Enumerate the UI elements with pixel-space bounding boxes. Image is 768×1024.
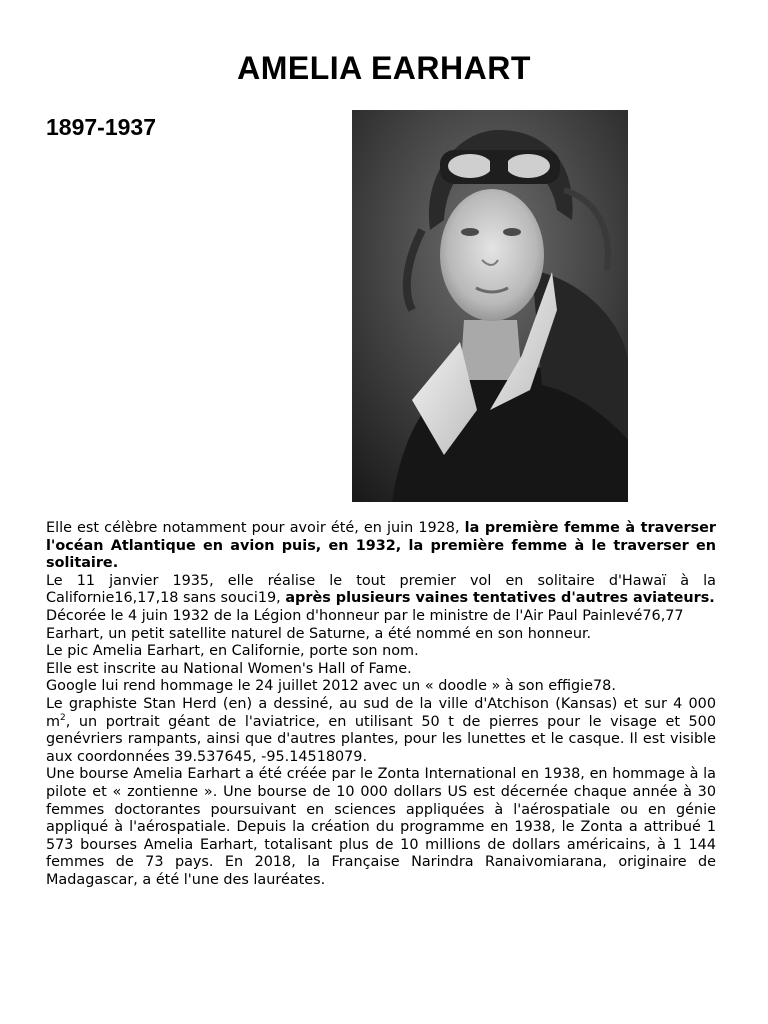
page-title: AMELIA EARHART — [237, 50, 531, 86]
paragraph-hall-of-fame: Elle est inscrite au National Women's Hall of Fame. — [46, 660, 412, 677]
paragraph-peak: Le pic Amelia Earhart, en Californie, porte son nom. — [46, 643, 419, 660]
paragraph-stan-herd: Le graphiste Stan Herd (en) a dessiné, au sud de la ville d'Atchison (Kansas) et sur 4 000 $m^2$, un portrait géant de l'aviatrice, en utilisant 50 t de pierres pour le visage et 500 genévriers rampants, ainsi que d'autres plantes, pour les lunettes et le casque. Il est visible aux coordonnées 39.537645, -95.14518079. — [46, 695, 716, 765]
life-years: 1897-1937 — [46, 114, 156, 140]
paragraph-hawaii: Le 11 janvier 1935, elle réalise le tout premier vol en solitaire d'Hawaï à la Californie16,17,18 sans souci19, après plusieurs vaines tentatives d'autres aviateurs. — [46, 572, 716, 607]
paragraph-zonta: Une bourse Amelia Earhart a été créée par le Zonta International en 1938, en hommage à la pilote et « zontienne ». Une bourse de 10 000 dollars US est décernée chaque année à 30 femmes doctorantes poursuivant en sciences appliquées à l'aérospatiale ou en génie appliqué à l'aérospatiale. Depuis la création du programme en 1938, le Zonta a attribué 1 573 bourses Amelia Earhart, totalisant plus de 10 millions de dollars américains, à 1 144 femmes de 73 pays. En 2018, la Française Narindra Ranaivomiarana, originaire de Madagascar, a été l'une des lauréates. — [46, 766, 716, 888]
paragraph-atlantic: Elle est célèbre notamment pour avoir été, en juin 1928, la première femme à traverser l'océan Atlantique en avion puis, en 1932, la première femme à le traverser en solitaire. — [46, 520, 716, 572]
paragraph-legion: Décorée le 4 juin 1932 de la Légion d'honneur par le ministre de l'Air Paul Painlevé76,77 — [46, 607, 684, 624]
paragraph-satellite: Earhart, un petit satellite naturel de Saturne, a été nommé en son honneur. — [46, 625, 592, 642]
paragraph-google: Google lui rend hommage le 24 juillet 2012 avec un « doodle » à son effigie78. — [46, 678, 616, 695]
biography-text — [46, 520, 716, 889]
portrait-photo — [352, 110, 628, 502]
